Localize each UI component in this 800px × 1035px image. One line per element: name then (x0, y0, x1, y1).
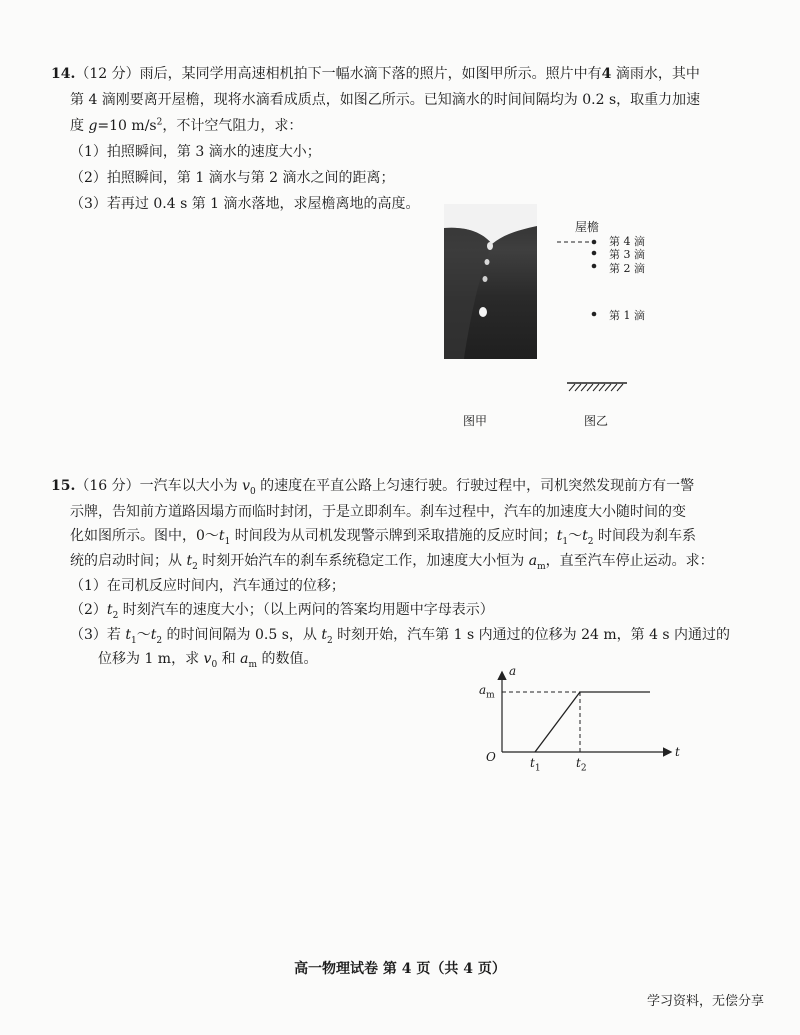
graph-am-label: $a_m$ (479, 683, 495, 701)
acceleration-time-graph (490, 665, 690, 775)
q15-line3: 化如图所示。图中，$0\sim t_1$ 时间段为从司机发现警示牌到采取措施的反应时间；$t_1\sim t_2$ 时间段为刹车系 (70, 528, 696, 547)
graph-y-label: a (509, 664, 517, 678)
drop1-label: 第 1 滴 (609, 309, 645, 322)
drop-3 (592, 251, 597, 256)
graph-t2-label: $t_2$ (576, 756, 587, 774)
drop-2 (592, 264, 597, 269)
ramp-line (535, 692, 580, 752)
q14-sub2: （2）拍照瞬间，第 1 滴水与第 2 滴水之间的距离； (70, 170, 395, 186)
q15-sub2: $(2)t_2$ 时刻汽车的速度大小；（以上两问的答案均用题中字母表示） (70, 602, 494, 621)
q15-line1: 15.（16 分）一汽车以大小为 $v_0$ 的速度在平直公路上匀速行驶。行驶过程中，司机突然发现前方有一警 (51, 478, 695, 497)
drop3-label: 第 3 滴 (609, 248, 645, 261)
q15-line2: 示牌，告知前方道路因塌方而临时封闭，于是立即刹车。刹车过程中，汽车的加速度大小随时间的变 (70, 504, 686, 520)
q14-line1: 14.（12 分）雨后，某同学用高速相机拍下一幅水滴下落的照片，如图甲所示。照片中有4 滴雨水，其中 (51, 66, 700, 82)
q14-sub1: （1）拍照瞬间，第 3 滴水的速度大小； (70, 144, 321, 160)
figure-a-caption: 图甲 (463, 414, 488, 428)
drop4-label: 第 4 滴 (609, 235, 645, 248)
q15-sub3-cont: 位移为 1 m，求 $v_0$ 和 $a_m$ 的数值。 (98, 651, 318, 670)
q14-number: 14. (51, 66, 76, 82)
q15-sub1: （1）在司机反应时间内，汽车通过的位移； (70, 578, 345, 594)
page-footer: 高一物理试卷 第 4 页（共 4 页） (294, 961, 506, 977)
drop2-label: 第 2 滴 (609, 262, 645, 275)
drop-4 (592, 240, 597, 245)
q14-line3: 度 g=10 $m/s^2$，不计空气阻力，求： (70, 117, 303, 134)
q15-sub3: （3）若 $t_1\sim t_2$ 的时间间隔为 0.5 s，从 $t_2$ 时刻开始，汽车第 1 s 内通过的位移为 24 m，第 4 s 内通过的 (70, 627, 731, 646)
graph-x-label: t (675, 745, 680, 759)
q14-line2: 第 4 滴刚要离开屋檐，现将水滴看成质点，如图乙所示。已知滴水的时间间隔均为 0.2 s，取重力加速 (70, 92, 701, 108)
q14-sub3: （3）若再过 0.4 s 第 1 滴水落地，求屋檐离地的高度。 (70, 196, 420, 212)
figure-b-caption: 图乙 (584, 414, 609, 428)
drop-1 (592, 312, 597, 317)
q15-line4: 统的启动时间；从 $t_2$ 时刻开始汽车的刹车系统稳定工作，加速度大小恒为 $a_m$，直至汽车停止运动。求： (70, 553, 714, 572)
share-note: 学习资料，无偿分享 (646, 994, 764, 1009)
eave-label: 屋檐 (575, 220, 600, 234)
graph-origin-label: O (486, 750, 496, 764)
q15-number: 15. (51, 478, 76, 494)
raindrop-photo (444, 204, 537, 359)
graph-t1-label: $t_1$ (530, 756, 541, 774)
